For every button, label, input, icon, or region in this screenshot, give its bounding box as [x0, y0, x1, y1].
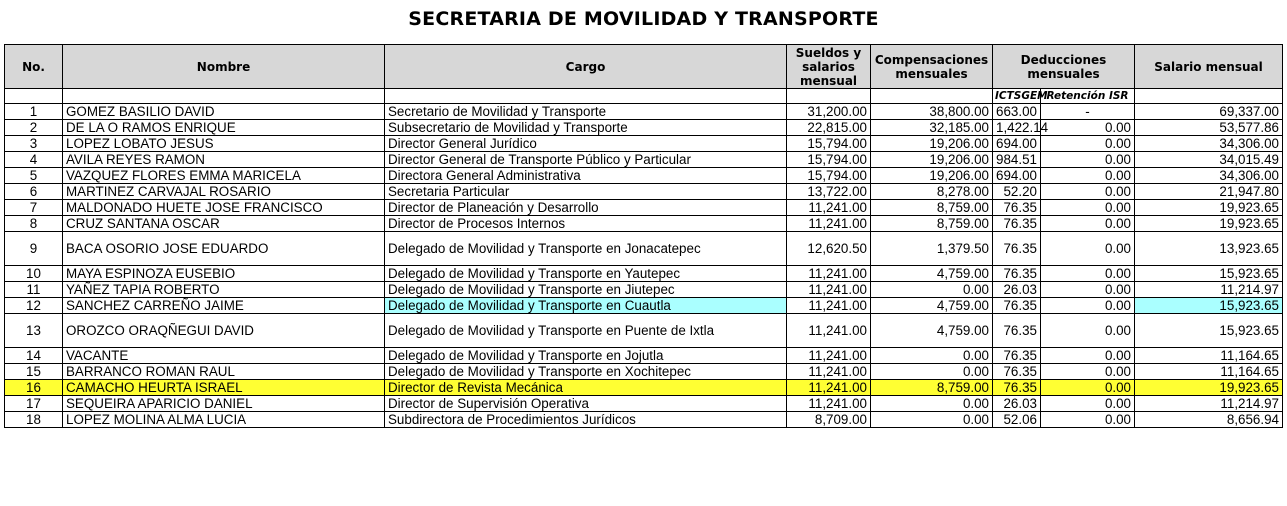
cell-compensaciones: 0.00	[871, 364, 993, 380]
cell-cargo: Director de Procesos Internos	[385, 216, 787, 232]
cell-compensaciones: 8,278.00	[871, 184, 993, 200]
cell-salario: 15,923.65	[1135, 298, 1283, 314]
cell-isr: 0.00	[1041, 200, 1135, 216]
cell-isr: 0.00	[1041, 232, 1135, 266]
header-cargo: Cargo	[385, 45, 787, 89]
cell-nombre: OROZCO ORAQÑEGUI DAVID	[63, 314, 385, 348]
cell-no: 18	[5, 412, 63, 428]
cell-compensaciones: 38,800.00	[871, 104, 993, 120]
table-row	[5, 314, 1283, 348]
cell-no: 10	[5, 266, 63, 282]
cell-isr: 0.00	[1041, 412, 1135, 428]
cell-sueldos: 15,794.00	[787, 136, 871, 152]
cell-nombre: DE LA O RAMOS ENRIQUE	[63, 120, 385, 136]
cell-sueldos: 15,794.00	[787, 168, 871, 184]
cell-nombre: MARTINEZ CARVAJAL ROSARIO	[63, 184, 385, 200]
cell-no: 12	[5, 298, 63, 314]
cell-compensaciones: 8,759.00	[871, 216, 993, 232]
cell-compensaciones: 8,759.00	[871, 200, 993, 216]
cell-nombre: SANCHEZ CARREÑO JAIME	[63, 298, 385, 314]
cell-ictsgem: 52.20	[993, 184, 1041, 200]
table-row	[5, 396, 1283, 412]
cell-ictsgem: 26.03	[993, 282, 1041, 298]
cell-salario: 19,923.65	[1135, 216, 1283, 232]
cell-sueldos: 11,241.00	[787, 200, 871, 216]
cell-compensaciones: 4,759.00	[871, 298, 993, 314]
cell-ictsgem: 694.00	[993, 168, 1041, 184]
header-sueldos: Sueldos y salarios mensual	[787, 45, 871, 89]
cell-cargo: Delegado de Movilidad y Transporte en Jonacatepec	[385, 232, 787, 266]
header-compensaciones: Compensaciones mensuales	[871, 45, 993, 89]
header-salario: Salario mensual	[1135, 45, 1283, 89]
cell-isr: 0.00	[1041, 298, 1135, 314]
cell-isr: 0.00	[1041, 364, 1135, 380]
cell-nombre: MAYA ESPINOZA EUSEBIO	[63, 266, 385, 282]
cell-nombre: VACANTE	[63, 348, 385, 364]
cell-no: 17	[5, 396, 63, 412]
header-nombre: Nombre	[63, 45, 385, 89]
cell-cargo: Secretario de Movilidad y Transporte	[385, 104, 787, 120]
cell-cargo: Subdirectora de Procedimientos Jurídicos	[385, 412, 787, 428]
header-deducciones: Deducciones mensuales	[993, 45, 1135, 89]
cell-salario: 11,164.65	[1135, 348, 1283, 364]
cell-nombre: BARRANCO ROMAN RAUL	[63, 364, 385, 380]
cell-nombre: MALDONADO HUETE JOSE FRANCISCO	[63, 200, 385, 216]
cell-sueldos: 11,241.00	[787, 216, 871, 232]
header-no: No.	[5, 45, 63, 89]
table-row	[5, 184, 1283, 200]
cell-cargo: Director de Planeación y Desarrollo	[385, 200, 787, 216]
cell-salario: 15,923.65	[1135, 314, 1283, 348]
cell-cargo: Directora General Administrativa	[385, 168, 787, 184]
cell-isr: 0.00	[1041, 282, 1135, 298]
table-row	[5, 120, 1283, 136]
table-row	[5, 364, 1283, 380]
cell-salario: 19,923.65	[1135, 380, 1283, 396]
cell-nombre: YAÑEZ TAPIA ROBERTO	[63, 282, 385, 298]
cell-cargo: Delegado de Movilidad y Transporte en Jojutla	[385, 348, 787, 364]
cell-compensaciones: 19,206.00	[871, 152, 993, 168]
cell-isr: 0.00	[1041, 380, 1135, 396]
cell-nombre: LOPEZ MOLINA ALMA LUCIA	[63, 412, 385, 428]
cell-salario: 11,214.97	[1135, 282, 1283, 298]
cell-compensaciones: 19,206.00	[871, 168, 993, 184]
cell-cargo: Delegado de Movilidad y Transporte en Jiutepec	[385, 282, 787, 298]
cell-salario: 34,306.00	[1135, 136, 1283, 152]
cell-nombre: CRUZ SANTANA OSCAR	[63, 216, 385, 232]
cell-ictsgem: 1,422.14	[993, 120, 1041, 136]
cell-sueldos: 11,241.00	[787, 348, 871, 364]
cell-nombre: VAZQUEZ FLORES EMMA MARICELA	[63, 168, 385, 184]
cell-nombre: AVILA REYES RAMON	[63, 152, 385, 168]
cell-compensaciones: 4,759.00	[871, 314, 993, 348]
cell-sueldos: 13,722.00	[787, 184, 871, 200]
cell-no: 15	[5, 364, 63, 380]
cell-sueldos: 11,241.00	[787, 282, 871, 298]
cell-salario: 21,947.80	[1135, 184, 1283, 200]
cell-sueldos: 15,794.00	[787, 152, 871, 168]
cell-ictsgem: 76.35	[993, 216, 1041, 232]
cell-cargo: Director de Supervisión Operativa	[385, 396, 787, 412]
cell-cargo: Secretaria Particular	[385, 184, 787, 200]
cell-salario: 11,164.65	[1135, 364, 1283, 380]
cell-isr: 0.00	[1041, 184, 1135, 200]
cell-compensaciones: 0.00	[871, 396, 993, 412]
cell-ictsgem: 76.35	[993, 348, 1041, 364]
cell-cargo: Director de Revista Mecánica	[385, 380, 787, 396]
cell-ictsgem: 76.35	[993, 298, 1041, 314]
table-row	[5, 348, 1283, 364]
cell-salario: 53,577.86	[1135, 120, 1283, 136]
cell-nombre: GOMEZ BASILIO DAVID	[63, 104, 385, 120]
cell-no: 11	[5, 282, 63, 298]
table-row	[5, 152, 1283, 168]
cell-nombre: LOPEZ LOBATO JESUS	[63, 136, 385, 152]
cell-compensaciones: 1,379.50	[871, 232, 993, 266]
cell-sueldos: 11,241.00	[787, 314, 871, 348]
cell-ictsgem: 76.35	[993, 364, 1041, 380]
table-row	[5, 412, 1283, 428]
cell-sueldos: 8,709.00	[787, 412, 871, 428]
table-row	[5, 298, 1283, 314]
header-retencion-isr: Retención ISR	[1041, 89, 1135, 104]
cell-ictsgem: 76.35	[993, 380, 1041, 396]
cell-ictsgem: 76.35	[993, 232, 1041, 266]
cell-isr: 0.00	[1041, 136, 1135, 152]
cell-no: 3	[5, 136, 63, 152]
payroll-table	[4, 44, 1283, 428]
cell-isr: -	[1041, 104, 1135, 120]
cell-no: 6	[5, 184, 63, 200]
cell-isr: 0.00	[1041, 168, 1135, 184]
cell-nombre: SEQUEIRA APARICIO DANIEL	[63, 396, 385, 412]
cell-no: 16	[5, 380, 63, 396]
cell-ictsgem: 76.35	[993, 314, 1041, 348]
cell-cargo: Director General de Transporte Público y Particular	[385, 152, 787, 168]
cell-isr: 0.00	[1041, 348, 1135, 364]
cell-salario: 15,923.65	[1135, 266, 1283, 282]
cell-compensaciones: 32,185.00	[871, 120, 993, 136]
cell-isr: 0.00	[1041, 396, 1135, 412]
table-row	[5, 266, 1283, 282]
cell-no: 2	[5, 120, 63, 136]
header-ictsgem: ICTSGEM	[993, 89, 1041, 104]
document-title: SECRETARIA DE MOVILIDAD Y TRANSPORTE	[408, 8, 879, 30]
cell-compensaciones: 19,206.00	[871, 136, 993, 152]
cell-isr: 0.00	[1041, 314, 1135, 348]
cell-sueldos: 11,241.00	[787, 298, 871, 314]
cell-isr: 0.00	[1041, 266, 1135, 282]
cell-compensaciones: 0.00	[871, 282, 993, 298]
cell-cargo: Delegado de Movilidad y Transporte en Puente de Ixtla	[385, 314, 787, 348]
cell-nombre: BACA OSORIO JOSE EDUARDO	[63, 232, 385, 266]
table-row	[5, 232, 1283, 266]
cell-no: 7	[5, 200, 63, 216]
cell-no: 8	[5, 216, 63, 232]
cell-isr: 0.00	[1041, 120, 1135, 136]
cell-compensaciones: 0.00	[871, 348, 993, 364]
cell-ictsgem: 26.03	[993, 396, 1041, 412]
cell-cargo: Delegado de Movilidad y Transporte en Xochitepec	[385, 364, 787, 380]
cell-cargo: Delegado de Movilidad y Transporte en Yautepec	[385, 266, 787, 282]
table-row	[5, 168, 1283, 184]
cell-ictsgem: 76.35	[993, 266, 1041, 282]
cell-ictsgem: 76.35	[993, 200, 1041, 216]
cell-cargo: Delegado de Movilidad y Transporte en Cuautla	[385, 298, 787, 314]
cell-cargo: Subsecretario de Movilidad y Transporte	[385, 120, 787, 136]
cell-ictsgem: 663.00	[993, 104, 1041, 120]
cell-sueldos: 12,620.50	[787, 232, 871, 266]
table-row	[5, 216, 1283, 232]
cell-no: 9	[5, 232, 63, 266]
cell-sueldos: 11,241.00	[787, 396, 871, 412]
cell-salario: 8,656.94	[1135, 412, 1283, 428]
cell-no: 4	[5, 152, 63, 168]
cell-sueldos: 11,241.00	[787, 380, 871, 396]
table-row	[5, 282, 1283, 298]
cell-cargo: Director General Jurídico	[385, 136, 787, 152]
cell-no: 1	[5, 104, 63, 120]
cell-sueldos: 31,200.00	[787, 104, 871, 120]
table-row	[5, 380, 1283, 396]
cell-ictsgem: 52.06	[993, 412, 1041, 428]
cell-sueldos: 11,241.00	[787, 364, 871, 380]
cell-compensaciones: 8,759.00	[871, 380, 993, 396]
cell-ictsgem: 984.51	[993, 152, 1041, 168]
table-row	[5, 104, 1283, 120]
cell-no: 13	[5, 314, 63, 348]
cell-salario: 34,015.49	[1135, 152, 1283, 168]
cell-salario: 13,923.65	[1135, 232, 1283, 266]
cell-ictsgem: 694.00	[993, 136, 1041, 152]
cell-salario: 11,214.97	[1135, 396, 1283, 412]
cell-compensaciones: 0.00	[871, 412, 993, 428]
cell-sueldos: 22,815.00	[787, 120, 871, 136]
cell-isr: 0.00	[1041, 152, 1135, 168]
cell-no: 14	[5, 348, 63, 364]
cell-compensaciones: 4,759.00	[871, 266, 993, 282]
cell-isr: 0.00	[1041, 216, 1135, 232]
cell-salario: 69,337.00	[1135, 104, 1283, 120]
cell-salario: 19,923.65	[1135, 200, 1283, 216]
cell-sueldos: 11,241.00	[787, 266, 871, 282]
table-row	[5, 136, 1283, 152]
table-row	[5, 200, 1283, 216]
cell-no: 5	[5, 168, 63, 184]
cell-nombre: CAMACHO HEURTA ISRAEL	[63, 380, 385, 396]
cell-salario: 34,306.00	[1135, 168, 1283, 184]
